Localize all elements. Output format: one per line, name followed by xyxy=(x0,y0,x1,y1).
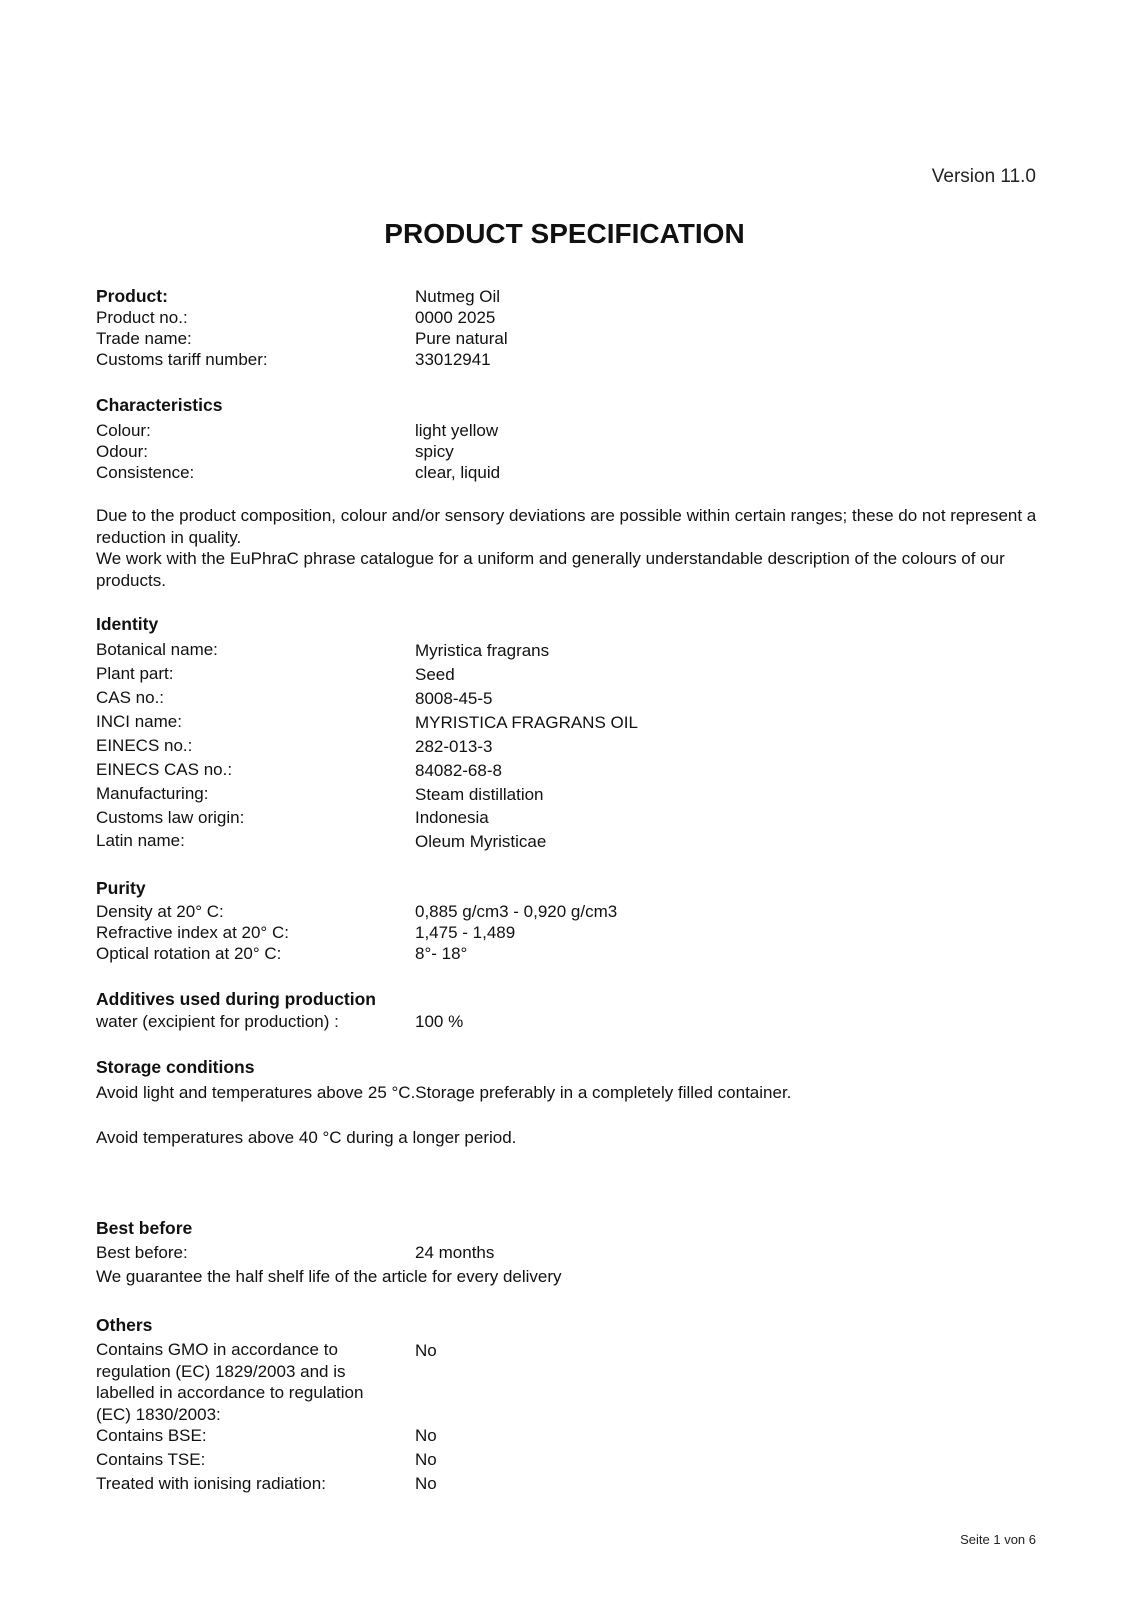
best-before-label: Best before: xyxy=(96,1243,188,1262)
refractive-label: Refractive index at 20° C: xyxy=(96,923,289,942)
version-label: Version 11.0 xyxy=(931,166,1036,187)
consistence-label: Consistence: xyxy=(96,463,195,482)
radiation-value: No xyxy=(415,1474,437,1493)
cas-label: CAS no.: xyxy=(96,688,165,707)
others-heading: Others xyxy=(96,1315,153,1335)
product-label: Product: xyxy=(96,286,168,306)
characteristics-heading: Characteristics xyxy=(96,395,223,415)
characteristics-note-2: We work with the EuPhraC phrase catalogue for a uniform and generally understandable description of the colours of our products. xyxy=(96,549,1005,590)
bse-label: Contains BSE: xyxy=(96,1426,207,1445)
colour-value: light yellow xyxy=(415,421,499,440)
trade-name-label: Trade name: xyxy=(96,329,192,348)
origin-label: Customs law origin: xyxy=(96,808,245,827)
latin-label: Latin name: xyxy=(96,831,185,850)
customs-tariff-label: Customs tariff number: xyxy=(96,350,268,369)
radiation-label: Treated with ionising radiation: xyxy=(96,1474,326,1493)
identity-heading: Identity xyxy=(96,614,159,634)
page-number: Seite 1 von 6 xyxy=(960,1532,1036,1547)
plant-part-label: Plant part: xyxy=(96,664,174,683)
optical-label: Optical rotation at 20° C: xyxy=(96,944,282,963)
consistence-value: clear, liquid xyxy=(415,463,501,482)
botanical-value: Myristica fragrans xyxy=(415,641,550,660)
page-title: PRODUCT SPECIFICATION xyxy=(384,218,745,249)
product-value: Nutmeg Oil xyxy=(415,287,501,306)
additives-heading: Additives used during production xyxy=(96,989,376,1009)
optical-value: 8°- 18° xyxy=(415,944,468,963)
einecs-cas-value: 84082-68-8 xyxy=(415,761,502,780)
einecs-label: EINECS no.: xyxy=(96,736,193,755)
product-no-label: Product no.: xyxy=(96,308,188,327)
manufacturing-value: Steam distillation xyxy=(415,785,544,804)
botanical-label: Botanical name: xyxy=(96,640,218,659)
latin-value: Oleum Myristicae xyxy=(415,832,547,851)
product-no-value: 0000 2025 xyxy=(415,308,496,327)
inci-value: MYRISTICA FRAGRANS OIL xyxy=(415,713,638,732)
gmo-value: No xyxy=(415,1341,437,1360)
tse-value: No xyxy=(415,1450,437,1469)
water-value: 100 % xyxy=(415,1012,464,1031)
density-label: Density at 20° C: xyxy=(96,902,224,921)
storage-line-2: Avoid temperatures above 40 °C during a longer period. xyxy=(96,1128,517,1147)
storage-heading: Storage conditions xyxy=(96,1057,255,1077)
purity-heading: Purity xyxy=(96,878,146,898)
water-label: water (excipient for production) : xyxy=(96,1012,339,1031)
einecs-value: 282-013-3 xyxy=(415,737,493,756)
inci-label: INCI name: xyxy=(96,712,182,731)
density-value: 0,885 g/cm3 - 0,920 g/cm3 xyxy=(415,902,618,921)
best-before-value: 24 months xyxy=(415,1243,495,1262)
colour-label: Colour: xyxy=(96,421,151,440)
guarantee-text: We guarantee the half shelf life of the article for every delivery xyxy=(96,1267,562,1286)
customs-tariff-value: 33012941 xyxy=(415,350,491,369)
gmo-label: Contains GMO in accordance to regulation (EC) 1829/2003 and is labelled in accordance to regulation (EC) 1830/2003: xyxy=(96,1340,364,1424)
manufacturing-label: Manufacturing: xyxy=(96,784,209,803)
cas-value: 8008-45-5 xyxy=(415,689,493,708)
best-before-heading: Best before xyxy=(96,1218,193,1238)
origin-value: Indonesia xyxy=(415,808,489,827)
tse-label: Contains TSE: xyxy=(96,1450,206,1469)
einecs-cas-label: EINECS CAS no.: xyxy=(96,760,233,779)
odour-label: Odour: xyxy=(96,442,148,461)
plant-part-value: Seed xyxy=(415,665,455,684)
odour-value: spicy xyxy=(415,442,454,461)
storage-line-1: Avoid light and temperatures above 25 °C.Storage preferably in a completely filled container. xyxy=(96,1083,792,1102)
refractive-value: 1,475 - 1,489 xyxy=(415,923,516,942)
characteristics-note: Due to the product composition, colour and/or sensory deviations are possible within certain ranges; these do not represent a reduction in quality. xyxy=(96,506,1037,547)
trade-name-value: Pure natural xyxy=(415,329,508,348)
bse-value: No xyxy=(415,1426,437,1445)
